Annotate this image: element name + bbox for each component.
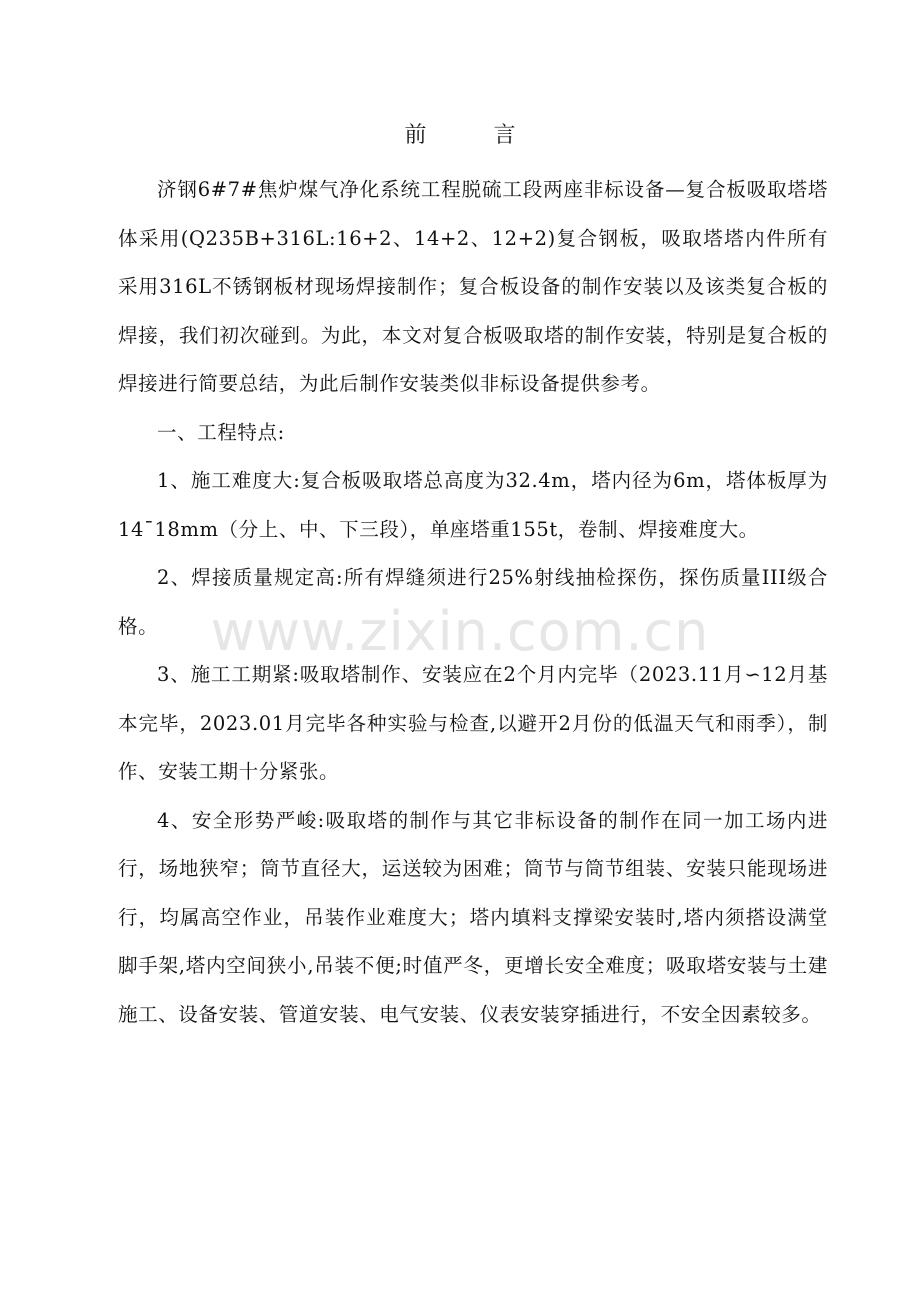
watermark: www.zixin.com.cn <box>210 600 710 663</box>
feature-item-4: 4、安全形势严峻:吸取塔的制作与其它非标设备的制作在同一加工场内进行，场地狭窄；筒节直径大，运送较为困难；筒节与筒节组装、安装只能现场进行，均属高空作业，吊装作业难度大；塔内填料支撑梁安装时,塔内须搭设满堂脚手架,塔内空间狭小,吊装不便;时值严冬，更增长安全难度；吸取塔安装与土建施工、设备安装、管道安装、电气安装、仪表安装穿插进行，不安全因素较多。 <box>118 808 828 1026</box>
intro-paragraph: 济钢6#7#焦炉煤气净化系统工程脱硫工段两座非标设备—复合板吸取塔塔体采用(Q235B+316L:16+2、14+2、12+2)复合钢板，吸取塔塔内件所有采用316L不锈钢板材现场焊接制作；复合板设备的制作安装以及该类复合板的焊接，我们初次碰到。为此，本文对复合板吸取塔的制作安装，特别是复合板的焊接进行简要总结，为此后制作安装类似非标设备提供参考。 <box>118 178 828 395</box>
section-heading: 一、工程特点: <box>157 420 285 444</box>
document-body <box>118 166 828 1039</box>
page-title: 前 言 <box>404 123 546 148</box>
feature-item-3: 3、施工工期紧:吸取塔制作、安装应在2个月内完毕（2023.11月∽12月基本完毕，2023.01月完毕各种实验与检查,以避开2月份的低温天气和雨季），制作、安装工期十分紧张。 <box>118 663 828 783</box>
feature-item-1: 1、施工难度大:复合板吸取塔总高度为32.4m，塔内径为6m，塔体板厚为14¯18mm（分上、中、下三段），单座塔重155t，卷制、焊接难度大。 <box>118 469 828 541</box>
feature-item-2: 2、焊接质量规定高:所有焊缝须进行25%射线抽检探伤，探伤质量III级合格。 <box>118 566 828 638</box>
